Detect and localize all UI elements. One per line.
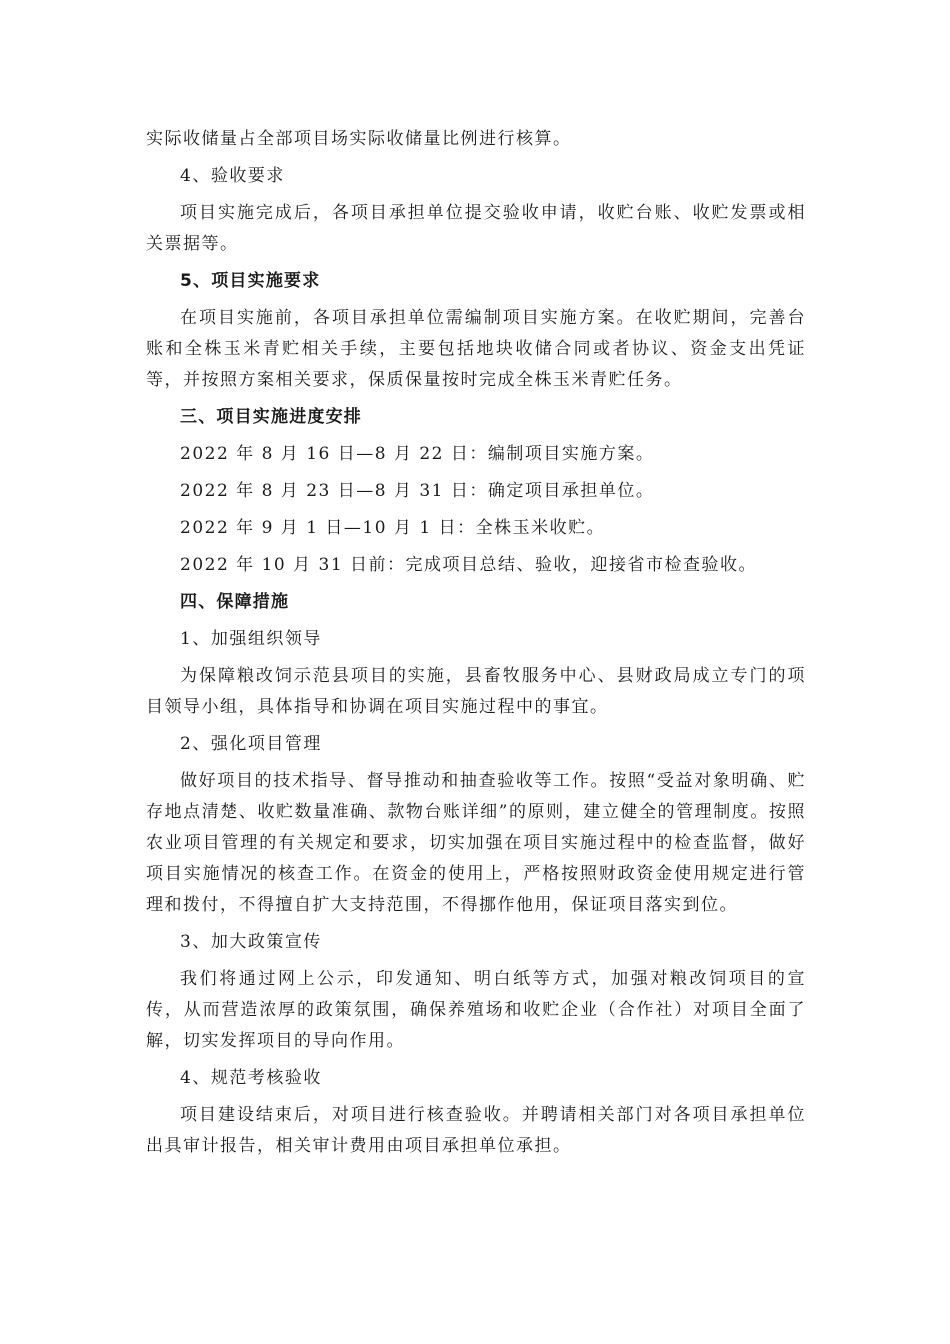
subheading-assessment: 4、规范考核验收: [180, 1068, 322, 1088]
heading-implementation-requirements: 5、项目实施要求: [180, 271, 321, 291]
subheading-acceptance-requirements: 4、验收要求: [180, 166, 285, 186]
schedule-item-1: 2022 年 8 月 16 日—8 月 22 日：编制项目实施方案。: [180, 444, 655, 464]
paragraph-publicity: 我们将通过网上公示，印发通知、明白纸等方式，加强对粮改饲项目的宣传，从而营造浓厚的政策氛围，确保养殖场和收贮企业（合作社）对项目全面了解，切实发挥项目的导向作用。: [146, 969, 806, 1051]
document-body: [146, 124, 806, 1168]
subheading-leadership: 1、加强组织领导: [180, 629, 322, 649]
paragraph-assessment: 项目建设结束后，对项目进行核查验收。并聘请相关部门对各项目承担单位出具审计报告，相关审计费用由项目承担单位承担。: [146, 1105, 806, 1156]
paragraph-management: 做好项目的技术指导、督导推动和抽查验收等工作。按照“受益对象明确、贮存地点清楚、收贮数量准确、款物台账详细”的原则，建立健全的管理制度。按照农业项目管理的有关规定和要求，切实加强在项目实施过程中的检查监督，做好项目实施情况的核查工作。在资金的使用上，严格按照财政资金使用规定进行管理和拨付，不得擅自扩大支持范围，不得挪作他用，保证项目落实到位。: [146, 771, 806, 915]
paragraph-acceptance: 项目实施完成后，各项目承担单位提交验收申请，收贮台账、收贮发票或相关票据等。: [146, 203, 806, 254]
paragraph-continuation: 实际收储量占全部项目场实际收储量比例进行核算。: [146, 129, 572, 149]
paragraph-implementation: 在项目实施前，各项目承担单位需编制项目实施方案。在收贮期间，完善台账和全株玉米青贮相关手续，主要包括地块收储合同或者协议、资金支出凭证等，并按照方案相关要求，保质保量按时完成全株玉米青贮任务。: [146, 308, 806, 390]
heading-safeguards: 四、保障措施: [180, 592, 290, 612]
schedule-item-3: 2022 年 9 月 1 日—10 月 1 日：全株玉米收贮。: [180, 518, 606, 538]
subheading-publicity: 3、加大政策宣传: [180, 932, 322, 952]
schedule-item-2: 2022 年 8 月 23 日—8 月 31 日：确定项目承担单位。: [180, 481, 655, 501]
heading-schedule: 三、项目实施进度安排: [180, 407, 362, 427]
schedule-item-4: 2022 年 10 月 31 日前：完成项目总结、验收，迎接省市检查验收。: [180, 555, 758, 575]
subheading-management: 2、强化项目管理: [180, 734, 322, 754]
paragraph-leadership: 为保障粮改饲示范县项目的实施，县畜牧服务中心、县财政局成立专门的项目领导小组，具体指导和协调在项目实施过程中的事宜。: [146, 666, 806, 717]
